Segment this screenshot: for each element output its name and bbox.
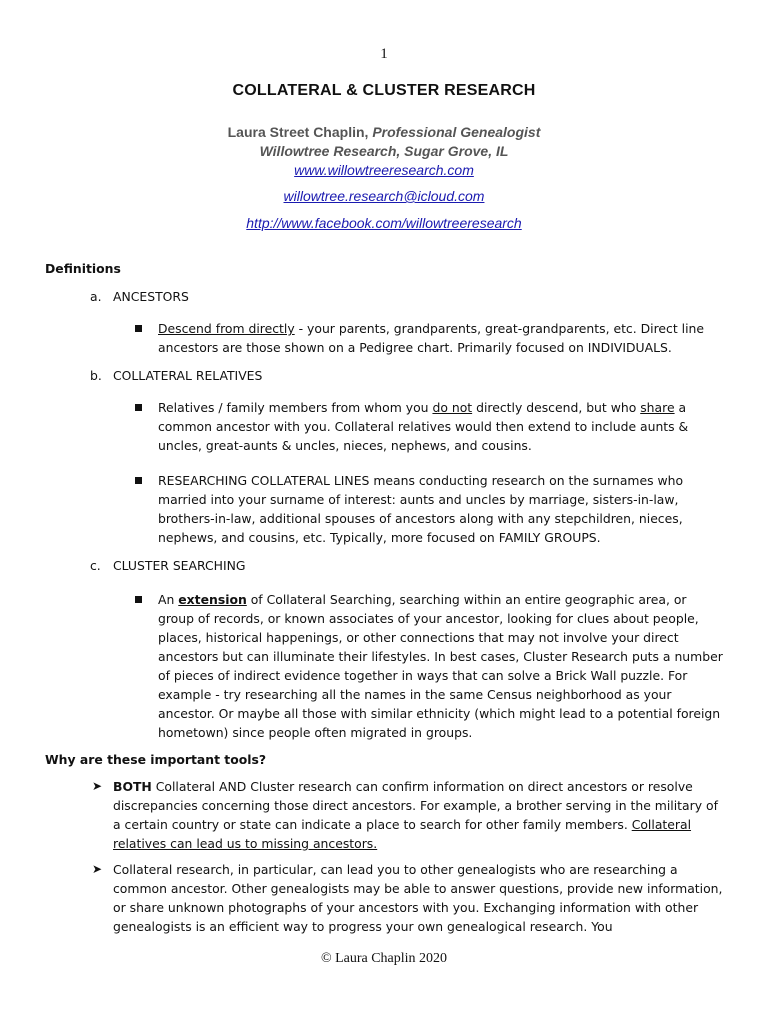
author-org: Willowtree Research, Sugar Grove, IL (259, 143, 509, 159)
bullet-text-part: Relatives / family members from whom you (158, 400, 433, 415)
author-line (0, 124, 768, 140)
bullet-text: RESEARCHING COLLATERAL LINES means conducting research on the surnames who married into your surname of interest: aunts and uncles by marriage, sisters-in-law, brothers-in-law, additional spouses of ancestors along with any stepchildren, nieces, nephews, and cousins, etc. Typically, more focused on FAMILY GROUPS. (158, 473, 684, 545)
definition-a-term: ANCESTORS (113, 289, 189, 304)
bullet-text-rest: - your parents, grandparents, great-grandparents, etc. Direct line ancestors are those shown on a Pedigree chart. Primarily focused on INDIVIDUALS. (158, 321, 705, 355)
arrowhead-bullet-icon: ➤ (92, 862, 103, 876)
definition-b-term: COLLATERAL RELATIVES (113, 368, 263, 383)
page-number: 1 (380, 46, 388, 62)
definition-c-term: CLUSTER SEARCHING (113, 558, 246, 573)
why-heading: Why are these important tools? (45, 752, 267, 767)
website-link[interactable]: www.willowtreeresearch.com (294, 162, 474, 178)
copyright-footer: © Laura Chaplin 2020 (320, 951, 448, 966)
bullet-text-part: An (158, 592, 179, 607)
bullet-text-part: a common ancestor with you. Collateral relatives would then extend to include aunts & uncles, great-aunts & uncles, nieces, nephews, and cousins. (158, 400, 689, 453)
square-bullet-icon (135, 477, 142, 484)
point-text (113, 777, 725, 853)
emphasized-phrase: extension (178, 592, 247, 607)
square-bullet-icon (135, 404, 142, 411)
underlined-phrase: share (640, 400, 675, 415)
definition-c-label: c. (90, 558, 101, 573)
bullet-text (158, 590, 726, 742)
email-line (0, 188, 768, 204)
bold-word: BOTH (113, 779, 152, 794)
underlined-phrase: Collateral relatives can lead us to missing ancestors. (113, 817, 692, 851)
point-text: Collateral research, in particular, can lead you to other genealogists who are researching a common ancestor. Other genealogists may be able to answer questions, provide new information, or share unknown photographs of your ancestors with you. Exchanging information with other genealogists is an efficient way to progress your own genealogical research. You (113, 862, 723, 934)
definition-b-label: b. (90, 368, 102, 383)
underlined-phrase: Descend from directly (158, 321, 295, 336)
author-role: Professional Genealogist (372, 124, 541, 140)
definition-c (90, 556, 245, 575)
author-name: Laura Street Chaplin, (227, 124, 373, 140)
arrowhead-bullet-icon: ➤ (92, 779, 103, 793)
document-title: COLLATERAL & CLUSTER RESEARCH (232, 82, 536, 99)
bullet-text (158, 398, 726, 455)
definition-a-label: a. (90, 289, 102, 304)
definition-b (90, 366, 262, 385)
bullet-text-part: directly descend, but who (472, 400, 641, 415)
definitions-heading: Definitions (45, 261, 121, 276)
square-bullet-icon (135, 596, 142, 603)
facebook-link[interactable]: http://www.facebook.com/willowtreeresearch (246, 215, 522, 231)
point-text-part: Collateral AND Cluster research can confirm information on direct ancestors or resolve discrepancies concerning those direct ancestors. For example, a brother serving in the military of a certain country or state can indicate a place to search for other family members. (113, 779, 718, 832)
facebook-line (0, 215, 768, 231)
email-link[interactable]: willowtree.research@icloud.com (283, 188, 485, 204)
underlined-phrase: do not (432, 400, 473, 415)
definition-a (90, 287, 189, 306)
bullet-text-part: of Collateral Searching, searching within an entire geographic area, or group of records, or known associates of your ancestor, looking for clues about people, places, historical happenings, or other connections that may not involve your direct ancestors but can illuminate their lifestyles. In best cases, Cluster Research puts a number of pieces of indirect evidence together in ways that can solve a Brick Wall puzzle. For example - try researching all the names in the same Census neighborhood as your ancestor. Or maybe all those with similar ethnicity (which might lead to a potential foreign hometown) since people often migrated in groups. (158, 592, 723, 740)
bullet-text (158, 319, 726, 357)
website-line (0, 162, 768, 178)
square-bullet-icon (135, 325, 142, 332)
